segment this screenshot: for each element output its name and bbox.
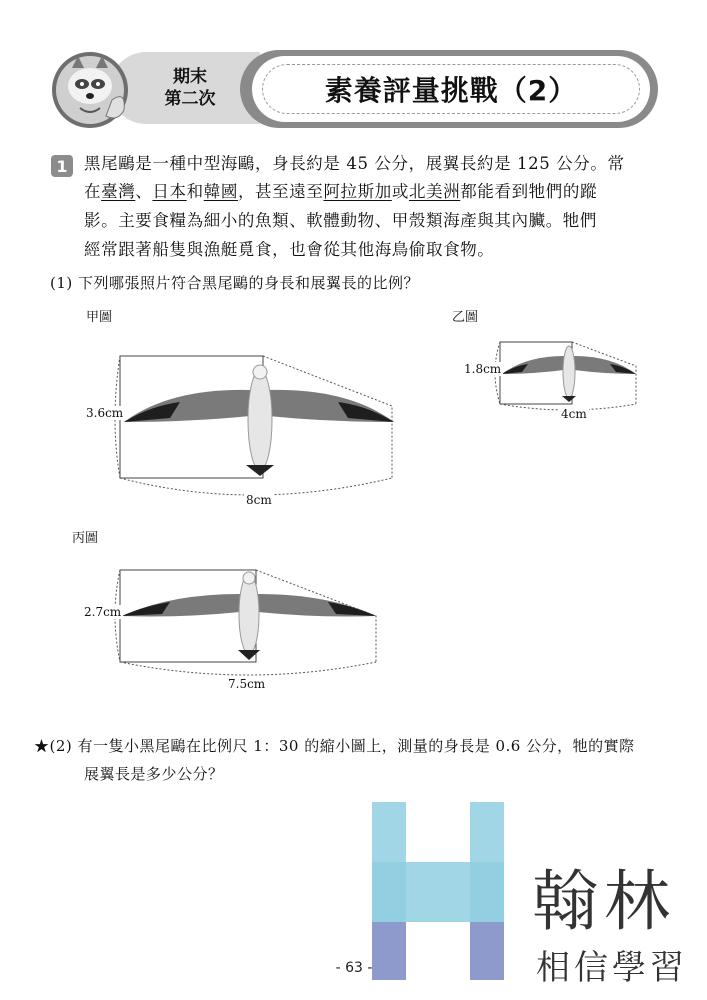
figure-c-label: 丙圖 (72, 531, 99, 546)
subquestion-2-line-2: 展翼長是多少公分？ (84, 765, 224, 783)
publisher-logo-icon (372, 802, 504, 980)
place-taiwan: 臺灣 (101, 182, 136, 201)
page-number: - 63 - (335, 960, 373, 976)
figure-a-label: 甲圖 (86, 310, 113, 325)
subquestion-2-line-1 (34, 735, 635, 756)
figure-a-seagull-photo (110, 350, 410, 510)
q-line2-post: 都能看到牠們的蹤 (460, 182, 598, 201)
figure-a-height: 3.6cm (86, 406, 124, 420)
mascot-raccoon-icon (50, 50, 140, 130)
tag-line2: 第二次 (164, 89, 216, 109)
page-title: 素養評量挑戰（2） (324, 74, 578, 107)
q-line2-pre: 在 (84, 182, 102, 201)
figure-c-width: 7.5cm (228, 677, 266, 691)
question-line-4: 經常跟著船隻與漁艇覓食，也會從其他海鳥偷取食物。 (84, 240, 495, 259)
q-line2-sep1: 、 (135, 182, 153, 201)
place-alaska: 阿拉斯加 (323, 182, 392, 201)
place-north-america: 北美洲 (408, 182, 461, 201)
figure-c-height: 2.7cm (84, 605, 122, 619)
q-line2-or: 或 (391, 182, 409, 201)
figure-b-width: 4cm (561, 407, 587, 421)
figure-a-width: 8cm (246, 493, 272, 507)
place-korea: 韓國 (203, 182, 238, 201)
question-line-3: 影。主要食糧為細小的魚類、軟體動物、甲殼類海產與其內臟。牠們 (84, 211, 597, 230)
subquestion-2-text: (2) 有一隻小黑尾鷗在比例尺 1：30 的縮小圖上，測量的身長是 0.6 公分，牠的實際 (49, 737, 635, 755)
header-tag (140, 60, 240, 116)
tag-line1: 期末 (173, 67, 207, 87)
q-line2-mid2: ，甚至遠至 (237, 182, 324, 201)
question-number-badge: 1 (51, 155, 73, 177)
question-line-2 (84, 181, 664, 203)
watermark-slogan: 相信學習 (536, 948, 688, 988)
figure-b-label: 乙圖 (452, 310, 479, 325)
figure-c-seagull-photo (110, 564, 390, 690)
question-line-1: 黑尾鷗是一種中型海鷗，身長約是 45 公分，展翼長約是 125 公分。常 (84, 154, 625, 173)
q-line2-mid: 和 (186, 182, 204, 201)
subquestion-1: (1) 下列哪張照片符合黑尾鷗的身長和展翼長的比例？ (50, 274, 420, 292)
place-japan: 日本 (152, 182, 187, 201)
star-icon: ★ (34, 737, 50, 755)
figure-b-seagull-photo (490, 336, 650, 416)
figure-b-height: 1.8cm (464, 362, 502, 376)
watermark-brand: 翰林 (532, 863, 676, 940)
